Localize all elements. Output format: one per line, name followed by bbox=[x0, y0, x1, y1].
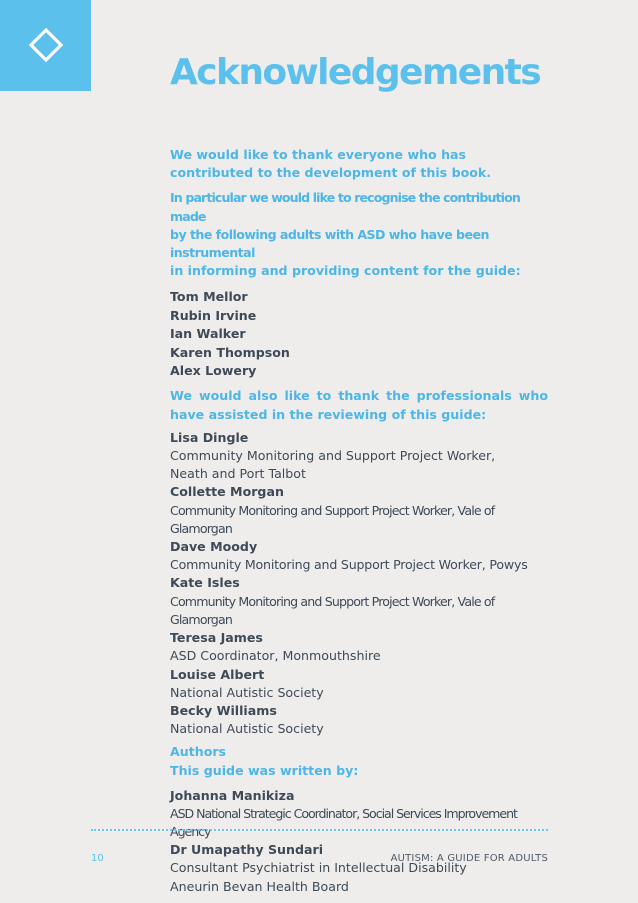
contributor-name: Rubin Irvine bbox=[170, 307, 257, 323]
reviewer-role: National Autistic Society bbox=[170, 684, 324, 700]
reviewer-name: Teresa James bbox=[170, 630, 263, 646]
intro-line-1: In particular we would like to recognise the contribution made bbox=[170, 190, 520, 224]
intro-line-2: by the following adults with ASD who have been instrumental bbox=[170, 226, 489, 261]
reviewer-role: Neath and Port Talbot bbox=[170, 466, 306, 482]
reviewer-role: Community Monitoring and Support Project Worker, Vale of Glamorgan bbox=[170, 593, 495, 627]
diamond-icon bbox=[29, 28, 63, 62]
reviewer-role: Community Monitoring and Support Project Worker, Powys bbox=[170, 557, 528, 573]
adult-contributors bbox=[170, 288, 548, 380]
contributor-name: Karen Thompson bbox=[170, 344, 290, 360]
author-role: Consultant Psychiatrist in Intellectual Disability bbox=[170, 860, 467, 876]
reviewers-list bbox=[170, 429, 548, 738]
reviewer-role: Community Monitoring and Support Project Worker, bbox=[170, 448, 496, 464]
reviewer-name: Becky Williams bbox=[170, 702, 277, 718]
page-number: 10 bbox=[91, 853, 104, 864]
reviewer-name: Kate Isles bbox=[170, 575, 240, 591]
professionals-intro: We would also like to thank the professionals who have assisted in the reviewing of this guide: bbox=[170, 388, 548, 422]
running-title: AUTISM: A GUIDE FOR ADULTS bbox=[390, 853, 548, 864]
page-title: Acknowledgements bbox=[170, 52, 541, 93]
contributor-name: Alex Lowery bbox=[170, 363, 257, 379]
intro-thanks: We would like to thank everyone who has contributed to the development of this book. bbox=[170, 147, 492, 181]
corner-tab bbox=[0, 0, 91, 91]
author-name: Dr Umapathy Sundari bbox=[170, 842, 324, 858]
contributor-name: Tom Mellor bbox=[170, 289, 248, 305]
intro-line-3: in informing and providing content for the guide: bbox=[170, 263, 521, 279]
page-content bbox=[170, 146, 548, 896]
reviewer-role: National Autistic Society bbox=[170, 721, 324, 737]
author-role: ASD National Strategic Coordinator, Social Services Improvement Agency bbox=[170, 805, 517, 839]
authors-list bbox=[170, 787, 548, 896]
reviewer-role: Community Monitoring and Support Project Worker, Vale of Glamorgan bbox=[170, 502, 495, 536]
authors-heading: Authors bbox=[170, 744, 227, 760]
reviewer-role: ASD Coordinator, Monmouthshire bbox=[170, 648, 381, 664]
authors-subheading: This guide was written by: bbox=[170, 762, 359, 778]
intro-particular bbox=[170, 189, 548, 280]
contributor-name: Ian Walker bbox=[170, 326, 246, 342]
reviewer-name: Dave Moody bbox=[170, 539, 258, 555]
footer-divider bbox=[91, 829, 548, 831]
reviewer-name: Collette Morgan bbox=[170, 484, 284, 500]
reviewer-name: Louise Albert bbox=[170, 666, 265, 682]
reviewer-name: Lisa Dingle bbox=[170, 429, 249, 445]
author-name: Johanna Manikiza bbox=[170, 787, 295, 803]
author-role: Aneurin Bevan Health Board bbox=[170, 878, 349, 894]
intro bbox=[170, 146, 548, 280]
